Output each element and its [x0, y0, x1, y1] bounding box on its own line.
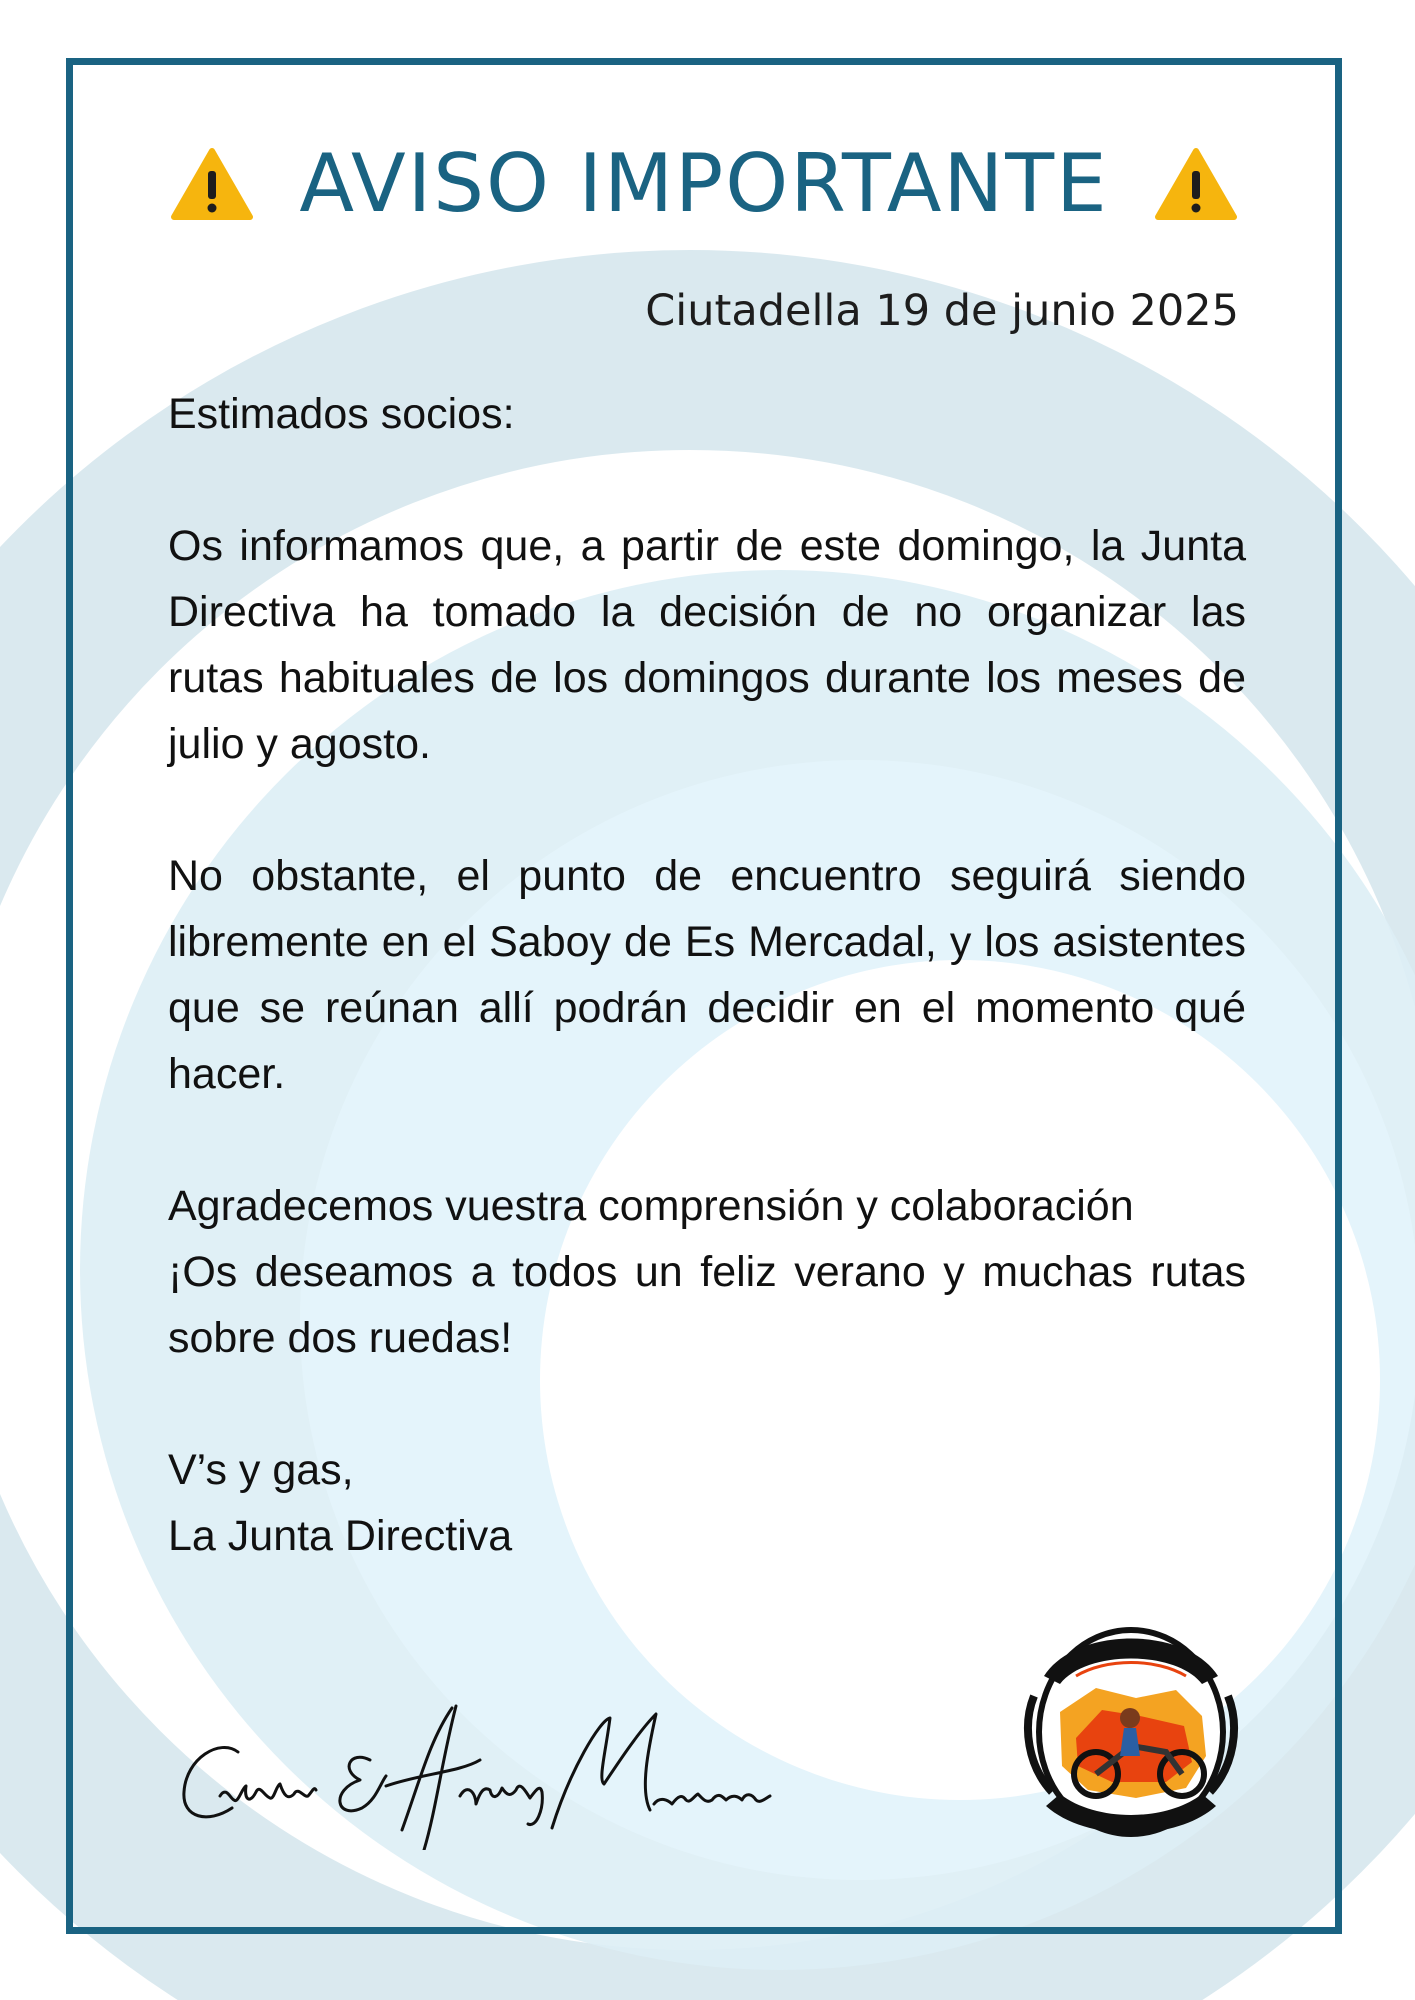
closing-signatory: La Junta Directiva — [168, 1512, 513, 1560]
club-signature — [180, 1700, 820, 1850]
thanks-line: Agradecemos vuestra comprensión y colaboración — [168, 1182, 1134, 1230]
paragraph-meeting-point: No obstante, el punto de encuentro seguirá siendo libremente en el Saboy de Es Mercadal, y los asistentes que se reúnan allí podrán decidir en el momento qué hacer. — [168, 852, 1246, 1098]
warning-icon — [171, 147, 253, 221]
warning-icon — [1155, 147, 1237, 221]
closing-salutation: V’s y gas, — [168, 1446, 354, 1494]
paragraph-announcement: Os informamos que, a partir de este domingo, la Junta Directiva ha tomado la decisión de no organizar las rutas habituales de los domingos durante los meses de julio y agosto. — [168, 522, 1246, 768]
page-title: AVISO IMPORTANTE — [299, 137, 1109, 230]
wishes-line: ¡Os deseamos a todos un feliz verano y muchas rutas sobre dos ruedas! — [168, 1248, 1246, 1362]
greeting: Estimados socios: — [168, 390, 515, 438]
club-logo — [1016, 1606, 1246, 1856]
letter-body — [168, 381, 1246, 1569]
title-row — [66, 134, 1342, 234]
letter-date: Ciutadella 19 de junio 2025 — [645, 286, 1239, 336]
